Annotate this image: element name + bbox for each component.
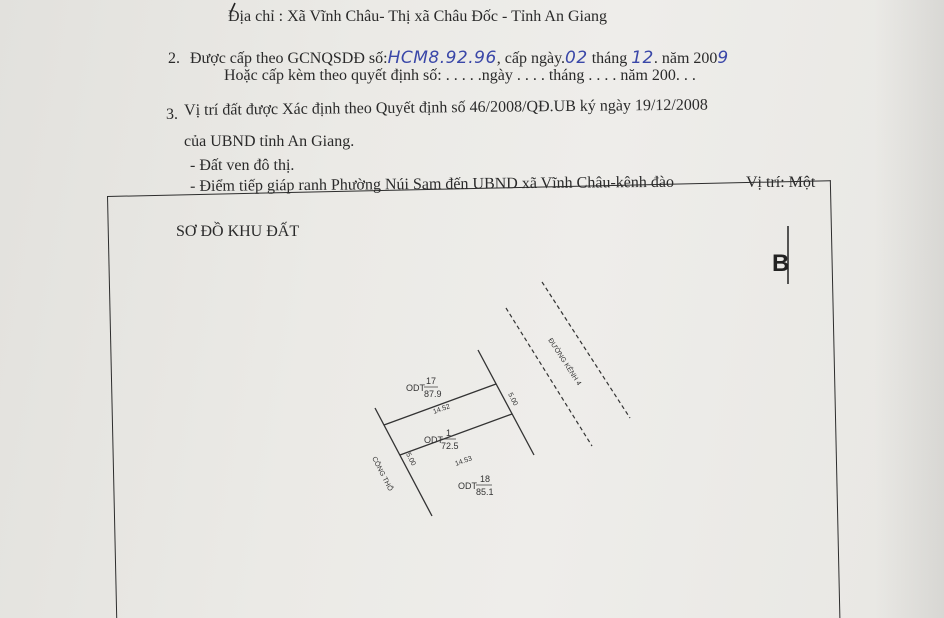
issued-month-handwritten: 12 [631,48,654,68]
parcel-18-area: 85.1 [476,487,494,497]
parcel-18-number: 18 [480,474,491,484]
item2-label: Được cấp theo GCNQSDĐ số: [190,50,388,67]
dimension-top: 14.52 [432,403,452,416]
item3-number: 3. [166,106,178,123]
north-label: B [772,250,790,277]
parcel-1 [424,428,459,451]
certificate-number-handwritten: HCM8.92.96 [387,48,497,68]
dimension-left: 5.00 [404,451,417,468]
parcel-17 [406,376,442,399]
right-boundary [478,350,534,455]
parcel-17-number: 17 [426,376,437,386]
left-boundary [375,408,432,516]
page-shadow [874,0,944,618]
address-line: Địa chỉ : Xã Vĩnh Châu- Thị xã Châu Đốc - Tỉnh An Giang [228,8,608,25]
item3-bullet-urban: - Đất ven đô thị. [190,157,295,174]
parcel-diagram [330,270,650,530]
road-right-label: ĐƯỜNG KÊNH 4 [546,337,583,388]
item2-certificate-line: Được cấp theo GCNQSDĐ số:HCM8.92.96, cấp ngày.02 tháng 12. năm 2009 [190,48,729,68]
item3-line2: của UBND tỉnh An Giang. [184,133,355,150]
month-label: tháng [591,50,628,67]
issued-day-handwritten: 02 [565,48,588,68]
issued-label: , cấp ngày. [496,50,566,67]
year-label: năm 200 [661,50,718,67]
item3-bullet-boundary: - Điểm tiếp giáp ranh Phường Núi Sam đến UBND xã Vĩnh Châu-kênh đào [190,173,675,195]
parcel-17-type: ODT [406,383,425,393]
item2-number: 2. [168,50,180,67]
parcel-1-number: 1 [446,428,452,438]
parcel-1-type: ODT [424,435,443,445]
item3-line1: Vị trí đất được Xác định theo Quyết định số 46/2008/QĐ.UB ký ngày 19/12/2008 [184,96,708,119]
road-left-label: CÔNG THỔ [370,455,394,493]
map-title: SƠ ĐỒ KHU ĐẤT [176,223,300,240]
dimension-bottom: 14.53 [454,455,474,468]
position-label: Vị trí: Một [746,174,816,191]
parcel-1-area: 72.5 [441,441,459,451]
parcel-17-area: 87.9 [424,389,442,399]
dimension-right: 5.00 [506,391,519,408]
issued-year-handwritten: 9 [717,48,729,68]
parcel-18-type: ODT [458,481,477,491]
alt-decision-line: Hoặc cấp kèm theo quyết định số: . . . . .ngày . . . . tháng . . . . năm 200. . . [224,67,696,84]
parcel-18 [458,474,494,497]
